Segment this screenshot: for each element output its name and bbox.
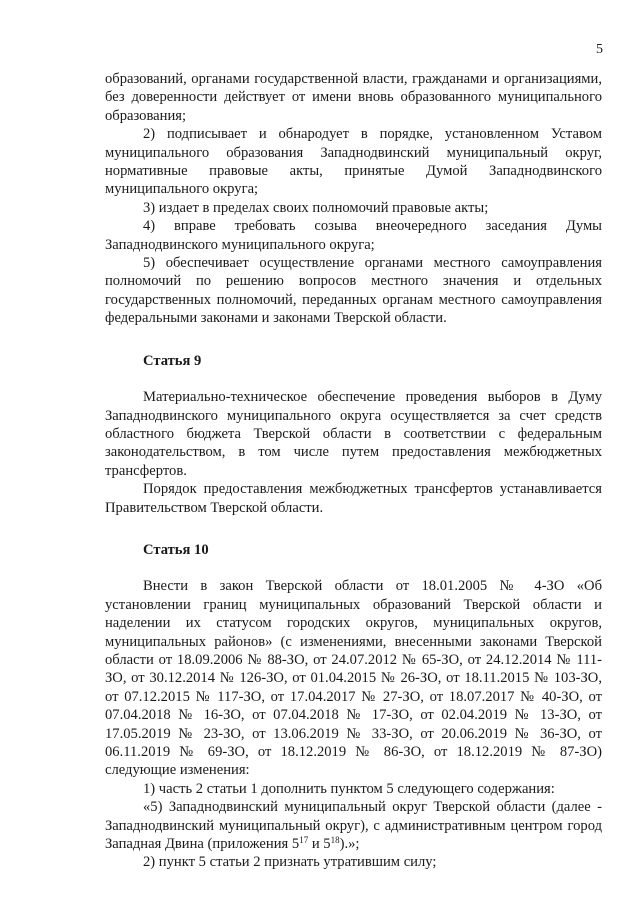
quote-text-mid: и 5 [308, 836, 331, 853]
quote-text-start: «5) Западнодвинский муниципальный округ Тверской области (далее - Западнодвинский муниципальный округ), с административным центром город Западная Двина (приложения 5 [105, 799, 602, 853]
document-body [105, 70, 602, 872]
article-10-item-2: 2) пункт 5 статьи 2 признать утратившим силу; [143, 854, 437, 871]
list-item-2: 2) подписывает и обнародует в порядке, установленном Уставом муниципального образования Западнодвинский муниципальный округ, нормативные правовые акты, принятые Думой Западнодвинского муниципального округа; [105, 126, 602, 198]
article-10-quote [105, 798, 602, 853]
article-9-paragraph-1: Материально-техническое обеспечение проведения выборов в Думу Западнодвинского муниципального округа осуществляется за счет средств областного бюджета Тверской области в соответствии с федеральным законодательством, в том числе путем предоставления межбюджетных трансфертов. [105, 389, 602, 479]
quote-text-end: ).»; [339, 836, 360, 853]
list-item-5: 5) обеспечивает осуществление органами местного самоуправления полномочий по решению вопросов местного значения и отдельных государственных полномочий, переданных органам местного самоуправления федеральными законами и законами Тверской области. [105, 255, 602, 327]
page-number: 5 [596, 42, 603, 57]
article-10-item-1: 1) часть 2 статьи 1 дополнить пунктом 5 следующего содержания: [143, 780, 555, 797]
article-9-paragraph-2: Порядок предоставления межбюджетных трансфертов устанавливается Правительством Тверской области. [105, 481, 602, 516]
quote-sup-18: 18 [330, 835, 340, 846]
paragraph-continuation: образований, органами государственной власти, гражданами и организациями, без доверенности действует от имени вновь образованного муниципального образования; [105, 71, 602, 124]
list-item-3: 3) издает в пределах своих полномочий правовые акты; [143, 199, 489, 216]
quote-sup-17: 17 [299, 835, 309, 846]
article-9-heading: Статья 9 [143, 352, 202, 369]
list-item-4: 4) вправе требовать созыва внеочередного заседания Думы Западнодвинского муниципального округа; [105, 218, 602, 253]
article-10-intro: Внести в закон Тверской области от 18.01.2005 № 4-ЗО «Об установлении границ муниципальных образований Тверской области и наделении их статусом городских округов, муниципальных округов, муниципальных районов» (с изменениями, внесенными законами Тверской области от 18.09.2006 № 88-ЗО, от 24.07.2012 № 65-ЗО, от 24.12.2014 № 111-ЗО, от 30.12.2014 № 126-ЗО, от 01.04.2015 № 26-ЗО, от 18.11.2015 № 103-ЗО, от 07.12.2015 № 117-ЗО, от 17.04.2017 № 27-ЗО, от 18.07.2017 № 40-ЗО, от 07.04.2018 № 16-ЗО, от 07.04.2018 № 17-ЗО, от 02.04.2019 № 13-ЗО, от 17.05.2019 № 23-ЗО, от 13.06.2019 № 33-ЗО, от 20.06.2019 № 36-ЗО, от 06.11.2019 № 69-ЗО, от 18.12.2019 № 86-ЗО, от 18.12.2019 № 87-ЗО) следующие изменения: [105, 578, 602, 779]
article-10-heading: Статья 10 [143, 541, 209, 558]
